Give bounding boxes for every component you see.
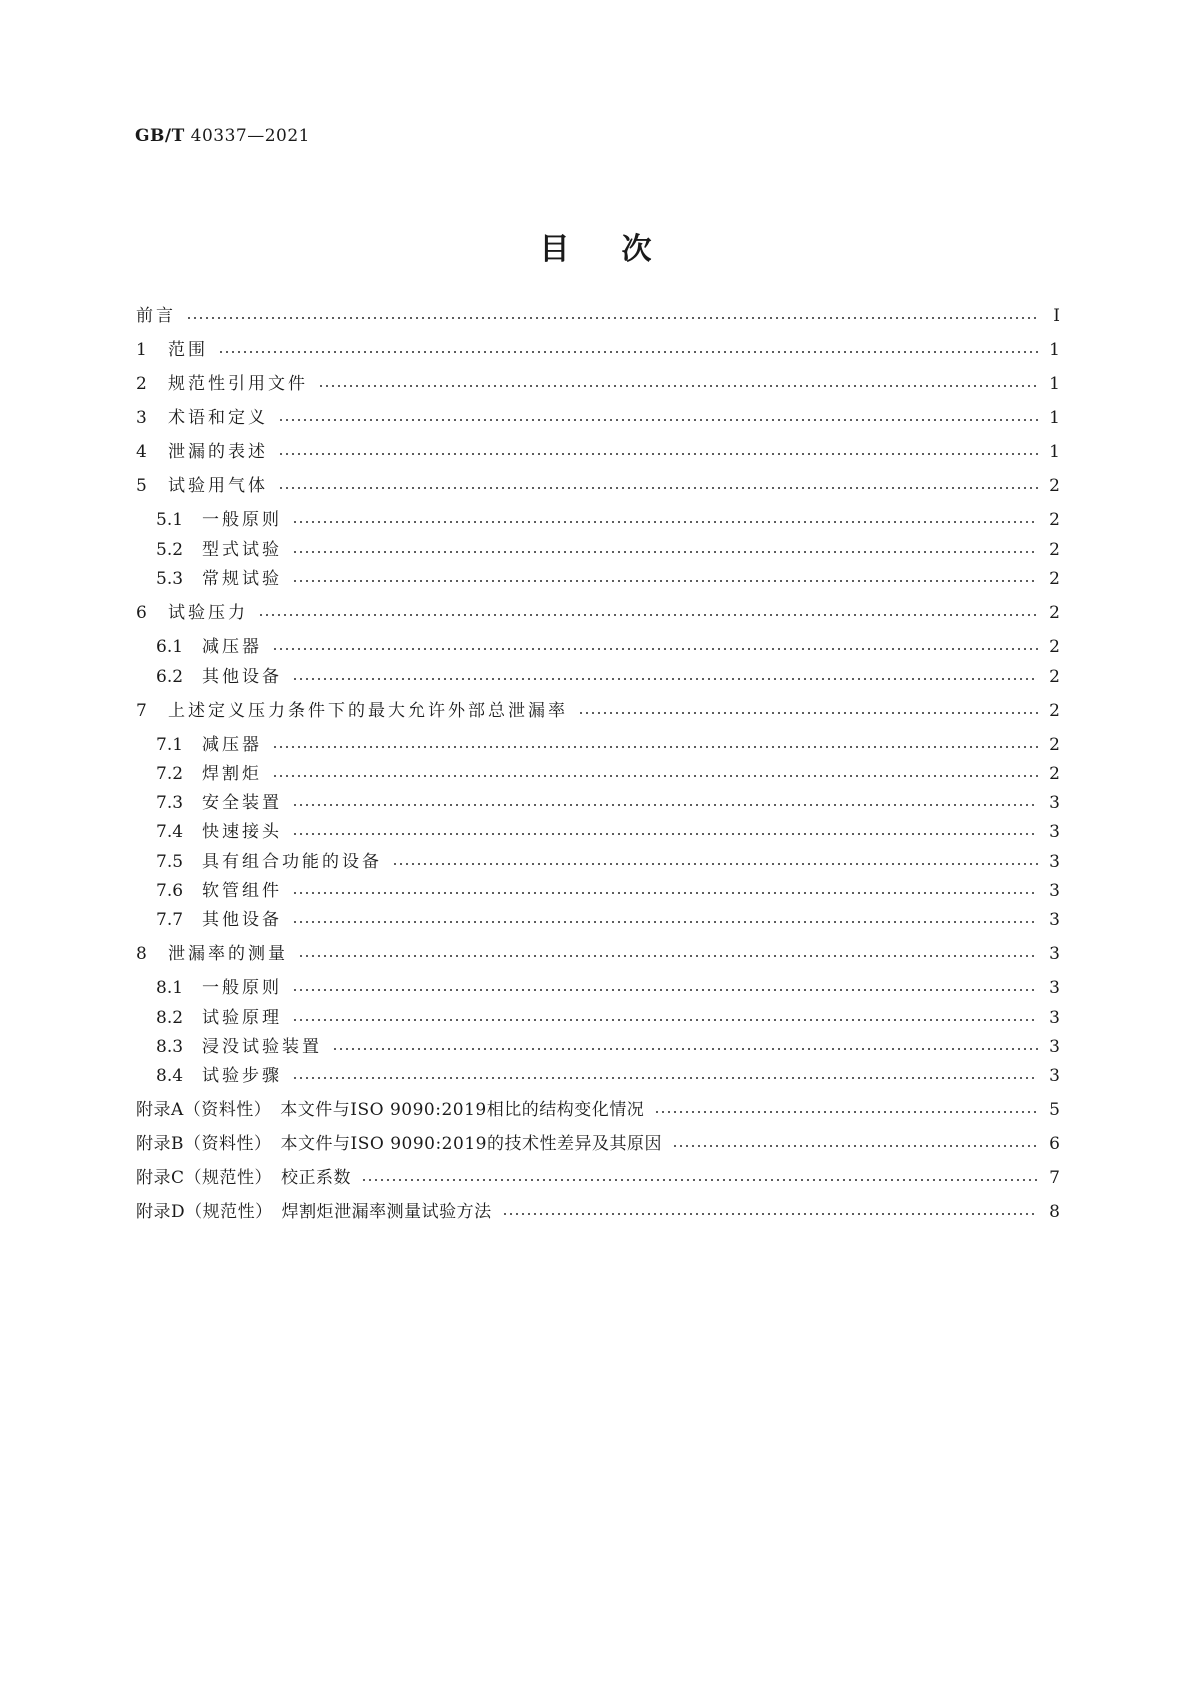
toc-title: 具有组合功能的设备 (202, 852, 382, 872)
toc-entry-8-1[interactable] (156, 976, 1060, 1000)
toc-number: 5 (136, 476, 147, 496)
toc-page-number: 2 (1049, 510, 1060, 530)
toc-title: 泄漏的表述 (168, 442, 268, 462)
toc-page-number: 3 (1049, 1066, 1060, 1086)
toc-page-number: 1 (1049, 340, 1060, 360)
toc-leader (186, 317, 1038, 319)
toc-page-number: 2 (1049, 603, 1060, 623)
toc-page-number: 3 (1049, 852, 1060, 872)
toc-entry-7-7[interactable] (156, 908, 1060, 932)
toc-leader (272, 648, 1038, 650)
toc-page-number: 1 (1049, 442, 1060, 462)
toc-entry-7[interactable] (136, 699, 1060, 723)
toc-page-number: 2 (1049, 637, 1060, 657)
toc-title: 浸没试验装置 (202, 1037, 322, 1057)
toc-page-number: 2 (1049, 569, 1060, 589)
toc-title: 术语和定义 (168, 408, 268, 428)
toc-number: 8.3 (156, 1037, 184, 1057)
toc-title: 型式试验 (202, 540, 282, 560)
toc-title: 安全装置 (202, 793, 282, 813)
toc-page-number: 3 (1049, 1037, 1060, 1057)
toc-entry-8-4[interactable] (156, 1064, 1060, 1088)
toc-entry-7-2[interactable] (156, 762, 1060, 786)
toc-number: 6 (136, 603, 147, 623)
toc-title: 一般原则 (202, 978, 282, 998)
toc-leader (292, 921, 1038, 923)
toc-leader (578, 712, 1038, 714)
toc-title: 减压器 (202, 735, 262, 755)
toc-number: 3 (136, 408, 147, 428)
toc-number: 6.1 (156, 637, 184, 657)
toc-entry-appendix-c[interactable] (136, 1166, 1060, 1190)
toc-page-number: 2 (1049, 476, 1060, 496)
toc-number: 7.4 (156, 822, 184, 842)
toc-title: 规范性引用文件 (168, 374, 308, 394)
toc-title: 快速接头 (202, 822, 282, 842)
toc-entry-2[interactable] (136, 372, 1060, 396)
toc-entry-8[interactable] (136, 942, 1060, 966)
toc-entry-7-4[interactable] (156, 820, 1060, 844)
toc-page-number: 3 (1049, 822, 1060, 842)
toc-title: 其他设备 (202, 910, 282, 930)
toc-number: 7.5 (156, 852, 184, 872)
toc-page-number: 1 (1049, 374, 1060, 394)
toc-entry-3[interactable] (136, 406, 1060, 430)
toc-page-number: 8 (1049, 1202, 1060, 1222)
toc-leader (292, 892, 1038, 894)
toc-title: 附录D（规范性） 焊割炬泄漏率测量试验方法 (136, 1202, 492, 1222)
toc-number: 7.3 (156, 793, 184, 813)
toc-entry-5[interactable] (136, 474, 1060, 498)
toc-leader (218, 351, 1038, 353)
toc-title: 其他设备 (202, 667, 282, 687)
toc-leader (278, 419, 1038, 421)
toc-leader (654, 1111, 1038, 1113)
toc-page-number: 2 (1049, 764, 1060, 784)
toc-leader (292, 551, 1038, 553)
toc-page-number: 3 (1049, 978, 1060, 998)
toc-number: 8 (136, 944, 147, 964)
toc-leader (292, 580, 1038, 582)
toc-number: 8.2 (156, 1008, 184, 1028)
toc-leader (392, 863, 1038, 865)
toc-entry-8-3[interactable] (156, 1035, 1060, 1059)
page-title: 目次 (539, 232, 704, 267)
toc-page-number: 2 (1049, 667, 1060, 687)
toc-entry-6[interactable] (136, 601, 1060, 625)
toc-leader (332, 1048, 1038, 1050)
toc-page-number: 3 (1049, 793, 1060, 813)
toc-entry-6-1[interactable] (156, 635, 1060, 659)
toc-leader (292, 989, 1038, 991)
toc-page-number: 3 (1049, 1008, 1060, 1028)
toc-title: 试验压力 (168, 603, 248, 623)
toc-title: 减压器 (202, 637, 262, 657)
toc-entry-7-3[interactable] (156, 791, 1060, 815)
toc-number: 8.1 (156, 978, 184, 998)
toc-entry-5-3[interactable] (156, 567, 1060, 591)
toc-title: 软管组件 (202, 881, 282, 901)
toc-entry-foreword[interactable] (136, 304, 1060, 328)
toc-number: 7.6 (156, 881, 184, 901)
toc-page-number: 2 (1049, 540, 1060, 560)
toc-title: 泄漏率的测量 (168, 944, 288, 964)
toc-leader (272, 775, 1038, 777)
toc-title: 附录C（规范性） 校正系数 (136, 1168, 352, 1188)
toc-page-number: 7 (1049, 1168, 1060, 1188)
toc-number: 7.7 (156, 910, 184, 930)
toc-page-number: 5 (1049, 1100, 1060, 1120)
toc-page-number: Ⅰ (1053, 306, 1060, 326)
toc-leader (278, 487, 1038, 489)
toc-entry-appendix-a[interactable] (136, 1098, 1060, 1122)
toc-page-number: 3 (1049, 944, 1060, 964)
toc-entry-4[interactable] (136, 440, 1060, 464)
toc-entry-7-1[interactable] (156, 733, 1060, 757)
toc-leader (278, 453, 1038, 455)
standard-number: 40337—2021 (190, 126, 310, 146)
toc-leader (292, 804, 1038, 806)
toc-leader (502, 1213, 1038, 1215)
toc-page-number: 3 (1049, 910, 1060, 930)
toc-page-number: 3 (1049, 881, 1060, 901)
toc-number: 6.2 (156, 667, 184, 687)
toc-leader (292, 521, 1038, 523)
toc-entry-appendix-b[interactable] (136, 1132, 1060, 1156)
toc-number: 5.2 (156, 540, 184, 560)
toc-page-number: 2 (1049, 735, 1060, 755)
toc-number: 7 (136, 701, 147, 721)
toc-leader (672, 1145, 1038, 1147)
toc-title: 试验步骤 (202, 1066, 282, 1086)
toc-leader (292, 1077, 1038, 1079)
toc-number: 5.3 (156, 569, 184, 589)
toc-leader (292, 1019, 1038, 1021)
toc-entry-appendix-d[interactable] (136, 1200, 1060, 1224)
toc-leader (298, 955, 1038, 957)
toc-entry-6-2[interactable] (156, 665, 1060, 689)
toc-title: 上述定义压力条件下的最大允许外部总泄漏率 (168, 701, 568, 721)
toc-number: 7.1 (156, 735, 184, 755)
toc-title: 常规试验 (202, 569, 282, 589)
toc-page-number: 2 (1049, 701, 1060, 721)
toc-title: 一般原则 (202, 510, 282, 530)
toc-leader (272, 746, 1038, 748)
toc-number: 7.2 (156, 764, 184, 784)
toc-title: 附录A（资料性） 本文件与ISO 9090:2019相比的结构变化情况 (136, 1100, 645, 1120)
toc-number: 5.1 (156, 510, 184, 530)
standard-code (135, 126, 310, 146)
toc-title: 范围 (168, 340, 208, 360)
toc-title: 附录B（资料性） 本文件与ISO 9090:2019的技术性差异及其原因 (136, 1134, 662, 1154)
toc-number: 2 (136, 374, 147, 394)
toc-entry-8-2[interactable] (156, 1006, 1060, 1030)
toc-title: 试验原理 (202, 1008, 282, 1028)
toc-number: 8.4 (156, 1066, 184, 1086)
toc-page-number: 1 (1049, 408, 1060, 428)
toc-entry-1[interactable] (136, 338, 1060, 362)
toc-leader (361, 1179, 1038, 1181)
toc-entry-7-6[interactable] (156, 879, 1060, 903)
toc-entry-7-5[interactable] (156, 850, 1060, 874)
standard-prefix: GB/T (135, 126, 185, 146)
toc-number: 4 (136, 442, 147, 462)
toc-leader (258, 614, 1038, 616)
toc-entry-5-1[interactable] (156, 508, 1060, 532)
toc-title: 前言 (136, 306, 176, 326)
toc-title: 试验用气体 (168, 476, 268, 496)
toc-number: 1 (136, 340, 147, 360)
toc-title: 焊割炬 (202, 764, 262, 784)
toc-leader (292, 833, 1038, 835)
toc-leader (318, 385, 1038, 387)
toc-entry-5-2[interactable] (156, 538, 1060, 562)
toc-page-number: 6 (1049, 1134, 1060, 1154)
toc-leader (292, 678, 1038, 680)
